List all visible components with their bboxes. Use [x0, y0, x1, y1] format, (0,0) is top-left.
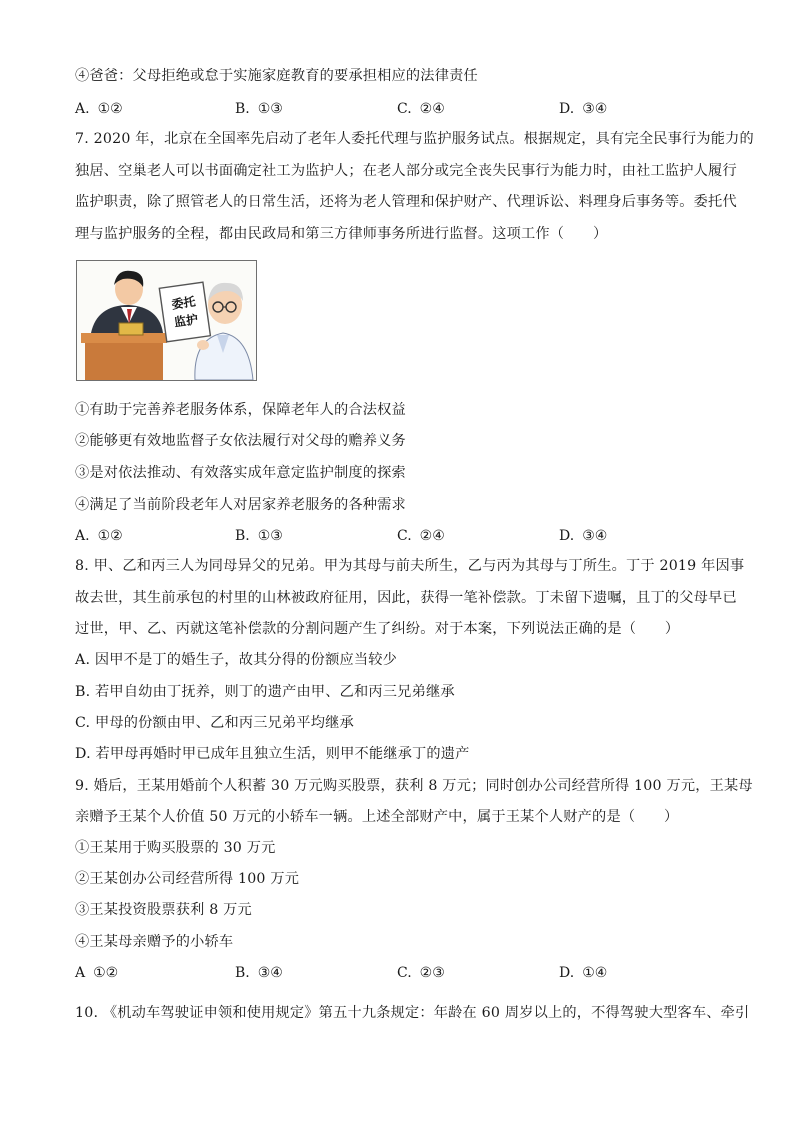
q9-item-1: ①王某用于购买股票的 30 万元	[75, 840, 276, 856]
q7-stem-line-4: 理与监护服务的全程，都由民政局和第三方律师事务所进行监督。这项工作（ ）	[75, 226, 608, 242]
q9-option-a[interactable]: A ①②	[75, 965, 119, 981]
q8-choice-c[interactable]: C. 甲母的份额由甲、乙和丙三兄弟平均继承	[75, 715, 354, 731]
q6-option-a[interactable]: A. ①②	[75, 101, 123, 117]
q9-option-c[interactable]: C. ②③	[397, 965, 445, 981]
sign-text-line-2: 监护	[173, 312, 199, 330]
q7-stem-line-1: 7. 2020 年，北京在全国率先启动了老年人委托代理与监护服务试点。根据规定，具有完全民事行为能力的	[75, 131, 754, 147]
q7-option-a[interactable]: A. ①②	[75, 528, 123, 544]
q8-choice-b[interactable]: B. 若甲自幼由丁抚养，则丁的遗产由甲、乙和丙三兄弟继承	[75, 684, 455, 700]
q9-option-b[interactable]: B. ③④	[235, 965, 283, 981]
q7-item-1: ①有助于完善养老服务体系，保障老年人的合法权益	[75, 402, 406, 418]
cartoon-illustration	[76, 260, 257, 381]
sign-text-line-1: 委托	[170, 294, 197, 312]
q8-stem-line-1: 8. 甲、乙和丙三人为同母异父的兄弟。甲为其母与前夫所生，乙与丙为其母与丁所生。丁于 2019 年因事	[75, 558, 745, 574]
q7-option-c[interactable]: C. ②④	[397, 528, 445, 544]
q6-option-b[interactable]: B. ①③	[235, 101, 283, 117]
q7-item-2: ②能够更有效地监督子女依法履行对父母的赡养义务	[75, 433, 406, 449]
q7-item-4: ④满足了当前阶段老年人对居家养老服务的各种需求	[75, 497, 406, 513]
q7-stem-line-2: 独居、空巢老人可以书面确定社工为监护人；在老人部分或完全丧失民事行为能力时，由社工监护人履行	[75, 163, 737, 179]
q10-stem-line-1: 10. 《机动车驾驶证申领和使用规定》第五十九条规定：年龄在 60 周岁以上的，不得驾驶大型客车、牵引	[75, 1005, 750, 1021]
q7-item-3: ③是对依法推动、有效落实成年意定监护制度的探索	[75, 465, 406, 481]
q9-item-2: ②王某创办公司经营所得 100 万元	[75, 871, 300, 887]
q9-item-4: ④王某母亲赠予的小轿车	[75, 934, 234, 950]
q8-choice-d[interactable]: D. 若甲母再婚时甲已成年且独立生活，则甲不能继承丁的遗产	[75, 746, 470, 762]
q7-option-b[interactable]: B. ①③	[235, 528, 283, 544]
q8-choice-a[interactable]: A. 因甲不是丁的婚生子，故其分得的份额应当较少	[75, 652, 398, 668]
q7-option-d[interactable]: D. ③④	[559, 528, 608, 544]
q6-option-c[interactable]: C. ②④	[397, 101, 445, 117]
q8-stem-line-2: 故去世，其生前承包的村里的山林被政府征用，因此，获得一笔补偿款。丁未留下遗嘱，且丁的父母早已	[75, 590, 737, 606]
q6-item-4: ④爸爸：父母拒绝或怠于实施家庭教育的要承担相应的法律责任	[75, 68, 478, 84]
q9-stem-line-1: 9. 婚后，王某用婚前个人积蓄 30 万元购买股票，获利 8 万元；同时创办公司经营所得 100 万元，王某母	[75, 778, 753, 794]
q7-stem-line-3: 监护职责，除了照管老人的日常生活，还将为老人管理和保护财产、代理诉讼、料理身后事务等。委托代	[75, 194, 737, 210]
q9-option-d[interactable]: D. ①④	[559, 965, 608, 981]
q6-option-d[interactable]: D. ③④	[559, 101, 608, 117]
q9-item-3: ③王某投资股票获利 8 万元	[75, 902, 252, 918]
q8-stem-line-3: 过世，甲、乙、丙就这笔补偿款的分割问题产生了纠纷。对于本案，下列说法正确的是（ ）	[75, 621, 680, 637]
q9-stem-line-2: 亲赠予王某个人价值 50 万元的小轿车一辆。上述全部财产中，属于王某个人财产的是（ ）	[75, 809, 679, 825]
